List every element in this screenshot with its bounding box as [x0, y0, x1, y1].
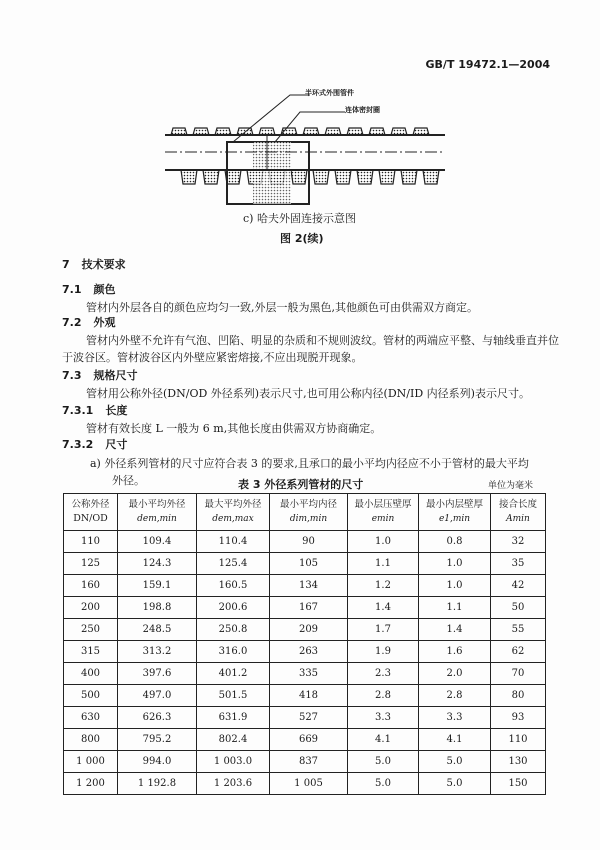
table-cell: 125.4 — [197, 553, 270, 575]
column-header — [197, 494, 270, 531]
table-cell: 80 — [491, 685, 546, 707]
table-cell: 110.4 — [197, 531, 270, 553]
table-cell: 401.2 — [197, 663, 270, 685]
table-cell: 994.0 — [118, 751, 197, 773]
table-row — [64, 531, 546, 553]
table-cell: 5.0 — [348, 751, 419, 773]
label-seal: 连体密封圈 — [345, 105, 380, 114]
table-cell: 5.0 — [419, 751, 491, 773]
table-cell: 2.8 — [348, 685, 419, 707]
paragraph-line: 外径。 — [112, 474, 145, 487]
corrugation — [335, 170, 351, 184]
table-cell: 1.4 — [419, 619, 491, 641]
table-cell: 110 — [64, 531, 118, 553]
corrugation — [325, 128, 341, 135]
table-row — [64, 773, 546, 795]
table-cell: 159.1 — [118, 575, 197, 597]
table-cell: 109.4 — [118, 531, 197, 553]
section-number: 7.3.1 — [62, 404, 94, 417]
header-label: 接合长度 — [498, 499, 537, 510]
table-cell: 418 — [270, 685, 348, 707]
table-title: 表 3 外径系列管材的尺寸 — [238, 478, 364, 491]
table-cell: 209 — [270, 619, 348, 641]
corrugation — [401, 170, 417, 184]
section-title: 颜色 — [93, 283, 116, 296]
table-cell: 5.0 — [348, 773, 419, 795]
table-row — [64, 641, 546, 663]
corrugation — [347, 128, 363, 135]
table-cell: 626.3 — [118, 707, 197, 729]
table-cell: 800 — [64, 729, 118, 751]
table-cell: 250 — [64, 619, 118, 641]
table-row — [64, 685, 546, 707]
section-heading — [62, 367, 138, 383]
table-row — [64, 707, 546, 729]
corrugation — [379, 170, 395, 184]
table-unit: 单位为毫米 — [488, 481, 534, 491]
table-row — [64, 597, 546, 619]
column-header — [419, 494, 491, 531]
header-label: 最小层压壁厚 — [354, 499, 412, 510]
corrugation — [357, 170, 373, 184]
table-cell: 1.0 — [348, 531, 419, 553]
table-cell: 200.6 — [197, 597, 270, 619]
section-title: 规格尺寸 — [93, 369, 138, 382]
table-cell: 669 — [270, 729, 348, 751]
table-cell: 397.6 — [118, 663, 197, 685]
header-symbol: e1,min — [438, 514, 471, 524]
table-cell: 2.0 — [419, 663, 491, 685]
table-cell: 4.1 — [348, 729, 419, 751]
paragraph-line: 于波谷区。管材波谷区内外壁应紧密熔接,不应出现脱开现象。 — [62, 351, 363, 364]
table-cell: 335 — [270, 663, 348, 685]
corrugation — [303, 128, 319, 135]
column-header — [270, 494, 348, 531]
corrugation — [171, 128, 187, 135]
label-fitting: 半环式外围管件 — [305, 88, 354, 97]
corrugation — [413, 128, 429, 135]
table-row — [64, 663, 546, 685]
table-row — [64, 575, 546, 597]
header-symbol: dim,min — [289, 514, 328, 524]
table-cell: 1 000 — [64, 751, 118, 773]
paragraph-line: 管材用公称外径(DN/OD 外径系列)表示尺寸,也可用公称内径(DN/ID 内径系列)表示尺寸。 — [86, 387, 530, 400]
header-label: 最小平均外径 — [128, 499, 186, 510]
section-title: 技术要求 — [81, 258, 126, 271]
header-label: 最大平均外径 — [204, 499, 262, 510]
table-cell: 2.8 — [419, 685, 491, 707]
table-cell: 263 — [270, 641, 348, 663]
corrugation — [203, 170, 219, 184]
corrugation — [423, 170, 439, 184]
header-label: 最小平均内径 — [279, 499, 337, 510]
table-cell: 90 — [270, 531, 348, 553]
column-header — [64, 494, 118, 531]
table-cell: 160 — [64, 575, 118, 597]
table-row — [64, 553, 546, 575]
table-cell: 497.0 — [118, 685, 197, 707]
table-cell: 1 192.8 — [118, 773, 197, 795]
section-title: 尺寸 — [105, 438, 128, 451]
table-cell: 124.3 — [118, 553, 197, 575]
corrugation — [369, 128, 385, 135]
corrugation — [313, 170, 329, 184]
table-cell: 35 — [491, 553, 546, 575]
header-symbol: dem,min — [137, 514, 177, 524]
header-symbol: Amin — [506, 514, 530, 524]
header-symbol: dem,max — [212, 514, 254, 524]
table-cell: 4.1 — [419, 729, 491, 751]
section-number: 7.3.2 — [62, 438, 94, 451]
column-header — [491, 494, 546, 531]
section-number: 7.1 — [62, 283, 82, 296]
table-cell: 1 203.6 — [197, 773, 270, 795]
table-cell: 3.3 — [348, 707, 419, 729]
coupling-diagram — [165, 90, 450, 205]
table-cell: 198.8 — [118, 597, 197, 619]
table-cell: 160.5 — [197, 575, 270, 597]
table-cell: 93 — [491, 707, 546, 729]
table-cell: 1 005 — [270, 773, 348, 795]
table-cell: 167 — [270, 597, 348, 619]
table-cell: 795.2 — [118, 729, 197, 751]
table-cell: 837 — [270, 751, 348, 773]
section-title: 外观 — [93, 316, 116, 329]
table-cell: 313.2 — [118, 641, 197, 663]
table-cell: 105 — [270, 553, 348, 575]
table-cell: 50 — [491, 597, 546, 619]
table-cell: 527 — [270, 707, 348, 729]
section-heading — [62, 402, 127, 418]
dimensions-table — [63, 493, 546, 795]
paragraph-line: 管材内外层各自的颜色应均匀一致,外层一般为黑色,其他颜色可由供需双方商定。 — [86, 301, 478, 314]
table-cell: 3.3 — [419, 707, 491, 729]
section-heading — [62, 281, 116, 297]
table-cell: 1.0 — [419, 553, 491, 575]
standard-number: GB/T 19472.1—2004 — [425, 58, 550, 71]
header-symbol: DN/OD — [73, 513, 108, 524]
table-cell: 110 — [491, 729, 546, 751]
section-title: 长度 — [105, 404, 128, 417]
table-cell: 55 — [491, 619, 546, 641]
table-cell: 32 — [491, 531, 546, 553]
corrugation — [181, 170, 197, 184]
table-cell: 1.2 — [348, 575, 419, 597]
table-cell: 250.8 — [197, 619, 270, 641]
figure-title: 图 2(续) — [280, 232, 324, 245]
table-cell: 316.0 — [197, 641, 270, 663]
corrugation — [193, 128, 209, 135]
table-cell: 2.3 — [348, 663, 419, 685]
section-heading — [62, 256, 126, 272]
table-cell: 802.4 — [197, 729, 270, 751]
table-cell: 1 003.0 — [197, 751, 270, 773]
table-cell: 1.1 — [348, 553, 419, 575]
table-row — [64, 751, 546, 773]
table-cell: 42 — [491, 575, 546, 597]
table-cell: 5.0 — [419, 773, 491, 795]
table-cell: 1.7 — [348, 619, 419, 641]
table-cell: 1.9 — [348, 641, 419, 663]
paragraph-line: 管材有效长度 L 一般为 6 m,其他长度由供需双方协商确定。 — [86, 422, 382, 435]
column-header — [348, 494, 419, 531]
table-cell: 134 — [270, 575, 348, 597]
table-cell: 315 — [64, 641, 118, 663]
table-cell: 630 — [64, 707, 118, 729]
table-cell: 1.0 — [419, 575, 491, 597]
section-heading — [62, 436, 127, 452]
corrugation — [259, 128, 275, 135]
corrugation — [215, 128, 231, 135]
section-number: 7.3 — [62, 369, 82, 382]
table-cell: 150 — [491, 773, 546, 795]
table-cell: 200 — [64, 597, 118, 619]
table-cell: 1.6 — [419, 641, 491, 663]
table-cell: 125 — [64, 553, 118, 575]
table-cell: 1.1 — [419, 597, 491, 619]
table-cell: 0.8 — [419, 531, 491, 553]
corrugation — [291, 170, 307, 184]
table-cell: 130 — [491, 751, 546, 773]
table-cell: 1 200 — [64, 773, 118, 795]
table-row — [64, 619, 546, 641]
column-header — [118, 494, 197, 531]
table-row — [64, 729, 546, 751]
section-number: 7.2 — [62, 316, 82, 329]
table-cell: 500 — [64, 685, 118, 707]
paragraph-line: a) 外径系列管材的尺寸应符合表 3 的要求,且承口的最小平均内径应不小于管材的最大平均 — [90, 457, 529, 470]
section-heading — [62, 314, 116, 330]
table-cell: 631.9 — [197, 707, 270, 729]
table-cell: 70 — [491, 663, 546, 685]
paragraph-line: 管材内外壁不允许有气泡、凹陷、明显的杂质和不规则波纹。管材的两端应平整、与轴线垂直并位 — [86, 334, 559, 347]
table-cell: 501.5 — [197, 685, 270, 707]
header-label: 公称外径 — [71, 499, 110, 510]
corrugation — [391, 128, 407, 135]
table-cell: 400 — [64, 663, 118, 685]
table-cell: 62 — [491, 641, 546, 663]
header-label: 最小内层壁厚 — [425, 499, 483, 510]
table-cell: 1.4 — [348, 597, 419, 619]
figure-caption: c) 哈夫外固连接示意图 — [243, 212, 356, 225]
header-symbol: emin — [371, 514, 395, 524]
section-number: 7 — [62, 258, 70, 271]
table-cell: 248.5 — [118, 619, 197, 641]
